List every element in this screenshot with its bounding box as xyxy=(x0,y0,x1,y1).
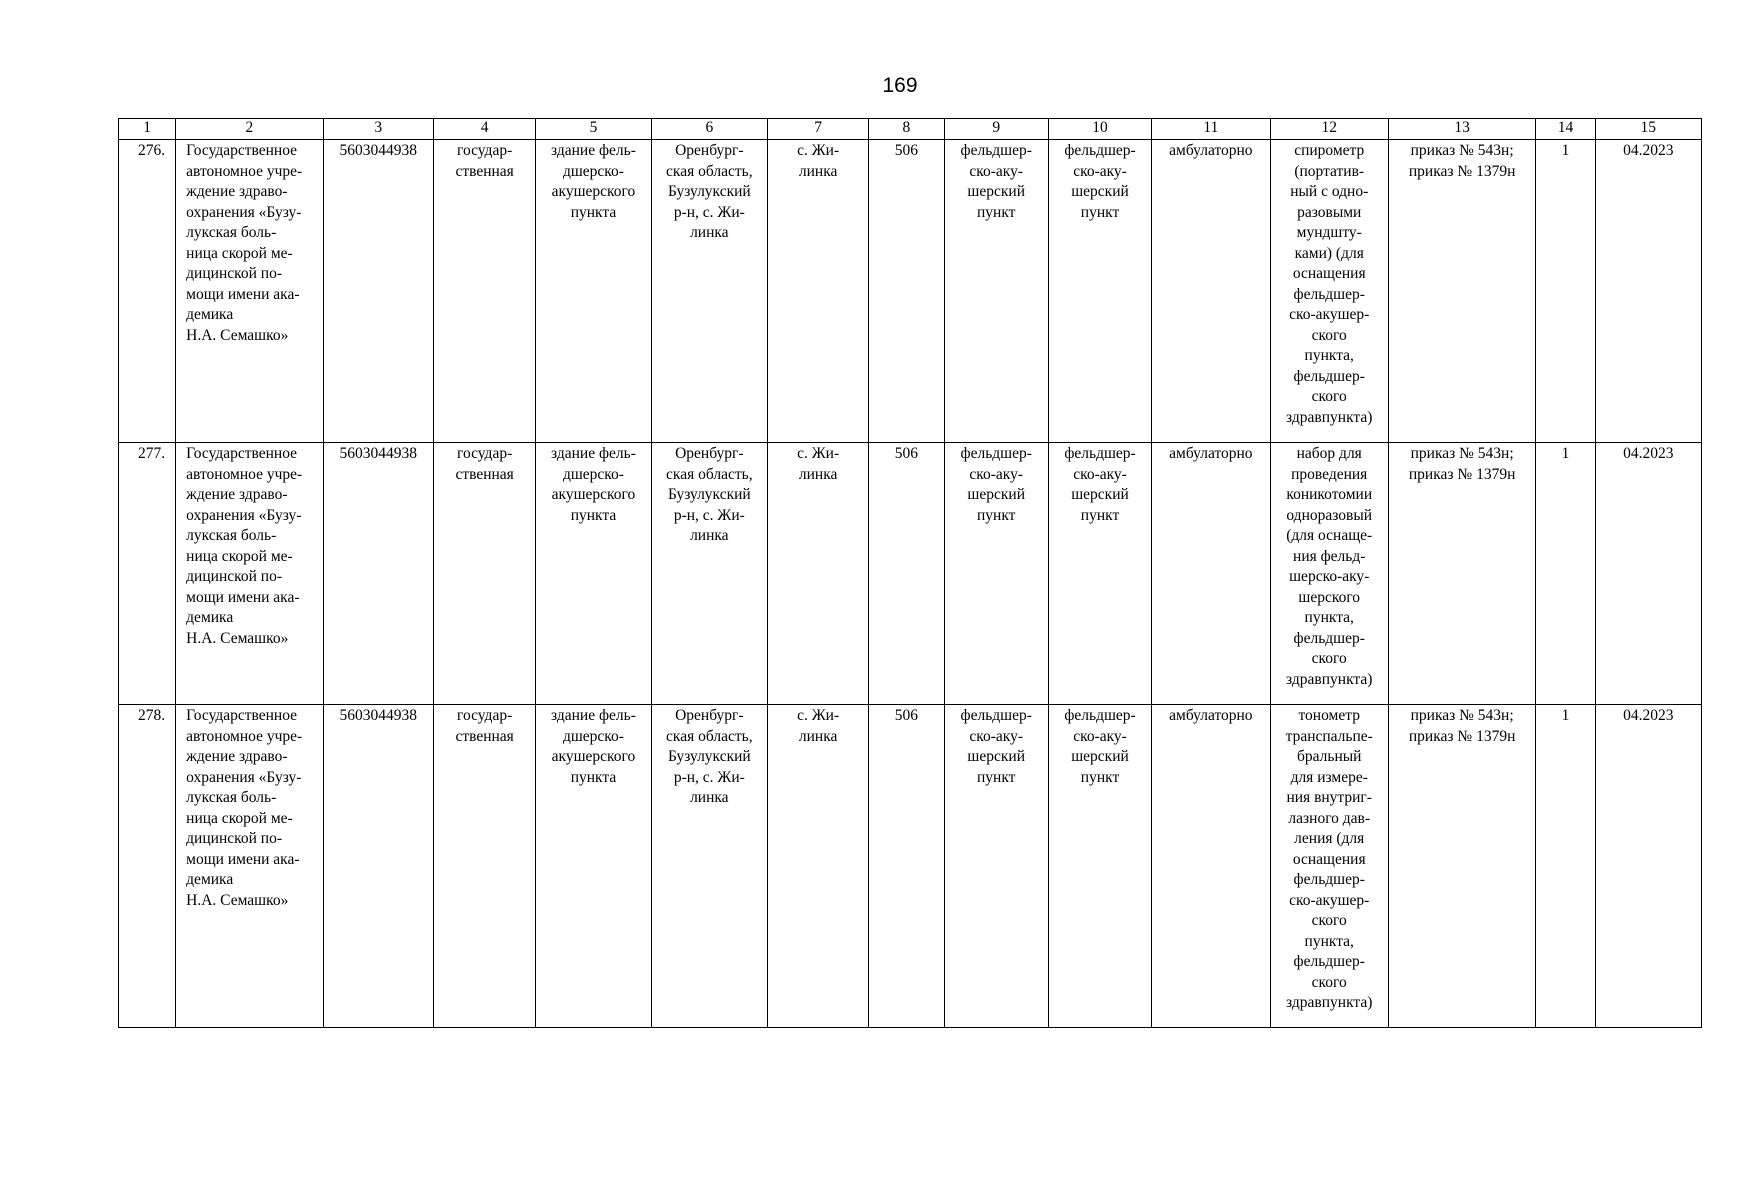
care-form-cell: амбулаторно xyxy=(1152,705,1270,1028)
building-cell: здание фель- дшерско- акушерского пункта xyxy=(536,140,651,443)
date-cell: 04.2023 xyxy=(1595,705,1701,1028)
table-row xyxy=(119,705,1702,1028)
care-form-cell: амбулаторно xyxy=(1152,140,1270,443)
organization-cell: Государственное автономное учре- ждение здраво- охранения «Бузу- лукская боль- ница скорой ме- дицинской по- мощи имени ака- демика Н.А. Семашко» xyxy=(176,443,323,705)
column-number: 13 xyxy=(1388,119,1535,140)
page-number: 169 xyxy=(882,74,918,97)
quantity-cell: 1 xyxy=(1536,705,1595,1028)
equipment-cell: тонометр транспальпе- бральный для измере- ния внутриг- лазного дав- ления (для оснащения фельдшер- ско-акушер- ского пункта, фельдшер- ского здравпункта) xyxy=(1270,705,1388,1028)
ownership-cell: государ- ственная xyxy=(433,705,535,1028)
column-number: 10 xyxy=(1048,119,1151,140)
organization-cell: Государственное автономное учре- ждение здраво- охранения «Бузу- лукская боль- ница скорой ме- дицинской по- мощи имени ака- демика Н.А. Семашко» xyxy=(176,705,323,1028)
locality-cell: с. Жи- линка xyxy=(768,443,869,705)
column-number: 9 xyxy=(944,119,1048,140)
column-number: 7 xyxy=(768,119,869,140)
organization-cell: Государственное автономное учре- ждение здраво- охранения «Бузу- лукская боль- ница скорой ме- дицинской по- мощи имени ака- демика Н.А. Семашко» xyxy=(176,140,323,443)
orders-cell: приказ № 543н; приказ № 1379н xyxy=(1388,443,1535,705)
column-number: 14 xyxy=(1536,119,1595,140)
column-number: 6 xyxy=(651,119,767,140)
column-number: 3 xyxy=(323,119,433,140)
address-cell: Оренбург- ская область, Бузулукский р-н, с. Жи- линка xyxy=(651,443,767,705)
code-cell: 506 xyxy=(869,140,944,443)
column-number: 15 xyxy=(1595,119,1701,140)
column-number: 8 xyxy=(869,119,944,140)
date-cell: 04.2023 xyxy=(1595,140,1701,443)
code-cell: 506 xyxy=(869,705,944,1028)
unit-name-cell: фельдшер- ско-аку- шерский пункт xyxy=(1048,140,1151,443)
address-cell: Оренбург- ская область, Бузулукский р-н, с. Жи- линка xyxy=(651,140,767,443)
code-cell: 506 xyxy=(869,443,944,705)
table-row xyxy=(119,140,1702,443)
column-number: 5 xyxy=(536,119,651,140)
row-number: 278. xyxy=(119,705,176,1028)
inn-cell: 5603044938 xyxy=(323,140,433,443)
quantity-cell: 1 xyxy=(1536,140,1595,443)
building-cell: здание фель- дшерско- акушерского пункта xyxy=(536,443,651,705)
locality-cell: с. Жи- линка xyxy=(768,140,869,443)
locality-cell: с. Жи- линка xyxy=(768,705,869,1028)
unit-type-cell: фельдшер- ско-аку- шерский пункт xyxy=(944,705,1048,1028)
column-number-row xyxy=(119,119,1702,140)
date-cell: 04.2023 xyxy=(1595,443,1701,705)
orders-cell: приказ № 543н; приказ № 1379н xyxy=(1388,705,1535,1028)
row-number: 276. xyxy=(119,140,176,443)
column-number: 1 xyxy=(119,119,176,140)
unit-name-cell: фельдшер- ско-аку- шерский пункт xyxy=(1048,443,1151,705)
equipment-cell: спирометр (портатив- ный с одно- разовыми мундшту- ками) (для оснащения фельдшер- ско-акушер- ского пункта, фельдшер- ского здравпункта) xyxy=(1270,140,1388,443)
ownership-cell: государ- ственная xyxy=(433,140,535,443)
care-form-cell: амбулаторно xyxy=(1152,443,1270,705)
column-number: 2 xyxy=(176,119,323,140)
unit-name-cell: фельдшер- ско-аку- шерский пункт xyxy=(1048,705,1151,1028)
orders-cell: приказ № 543н; приказ № 1379н xyxy=(1388,140,1535,443)
ownership-cell: государ- ственная xyxy=(433,443,535,705)
row-number: 277. xyxy=(119,443,176,705)
column-number: 4 xyxy=(433,119,535,140)
equipment-cell: набор для проведения коникотомии одноразовый (для оснаще- ния фельд- шерско-аку- шерского пункта, фельдшер- ского здравпункта) xyxy=(1270,443,1388,705)
inn-cell: 5603044938 xyxy=(323,443,433,705)
unit-type-cell: фельдшер- ско-аку- шерский пункт xyxy=(944,140,1048,443)
building-cell: здание фель- дшерско- акушерского пункта xyxy=(536,705,651,1028)
unit-type-cell: фельдшер- ско-аку- шерский пункт xyxy=(944,443,1048,705)
column-number: 11 xyxy=(1152,119,1270,140)
address-cell: Оренбург- ская область, Бузулукский р-н, с. Жи- линка xyxy=(651,705,767,1028)
registry-table xyxy=(118,118,1702,1028)
inn-cell: 5603044938 xyxy=(323,705,433,1028)
table-row xyxy=(119,443,1702,705)
column-number: 12 xyxy=(1270,119,1388,140)
quantity-cell: 1 xyxy=(1536,443,1595,705)
